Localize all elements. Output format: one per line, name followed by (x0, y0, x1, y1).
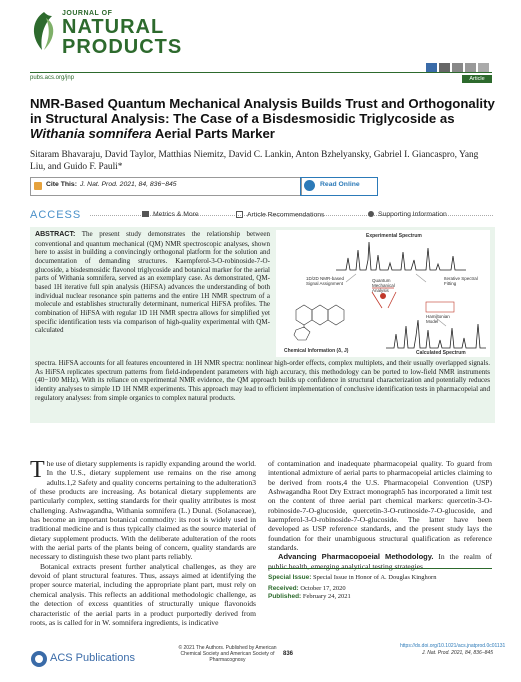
cite-text[interactable] (80, 181, 177, 188)
supporting-info-label: Supporting Information (378, 211, 447, 218)
received-row (268, 585, 492, 594)
body-right-paragraph-2-text: In the realm of public health, emerging analytical testing strategies (268, 552, 492, 571)
metrics-link[interactable] (142, 211, 199, 218)
toc-iterative-label: Iterative Spectral Fitting (444, 276, 478, 286)
cc-icon (439, 63, 450, 72)
toc-qm-label: Quantum Mechanical Analysis (372, 278, 395, 293)
header-rule (30, 72, 492, 73)
body-left-paragraph-2: Botanical extracts present further analytical challenges, as they are devoid of plant structural features. Thus, assays aimed at identifying the proper source material, including the appropriate plant part, must rely on chemical analysis. This reflects an additional methodologic challenge, as the detection of excess quantities of structurally unique flavonoids characteristic of the aerial parts in a product purportedly derived from roots, as is called for in W. somnifera ingredients, is indicative (30, 561, 256, 627)
acs-publications-logo-icon (30, 650, 48, 668)
author-list[interactable]: Sitaram Bhavaraju, David Taylor, Matthias Niemitz, David C. Lankin, Anton Bzhelyansky, Gabriel I. Giancaspro, Yang Liu, and Guido F. Pauli* (30, 150, 479, 172)
acs-authorchoice-icon (426, 63, 437, 72)
special-issue-key: Special Issue: (268, 574, 312, 581)
footer-copyright: © 2021 The Authors. Published by American Chemical Society and American Society of Pharmacognosy (178, 645, 277, 663)
body-column-right (268, 459, 492, 571)
access-label: ACCESS (30, 209, 82, 221)
section-heading-pharmacopoeial: Advancing Pharmacopoeial Methodology. (278, 552, 434, 562)
page-number: 836 (283, 651, 294, 657)
article-meta (268, 574, 492, 602)
toc-graphic (276, 230, 490, 357)
supporting-info-link[interactable] (368, 211, 447, 218)
abstract-label: ABSTRACT: (35, 231, 76, 238)
published-value: February 24, 2021 (302, 593, 351, 601)
published-key: Published: (268, 593, 302, 601)
body-column-left (30, 459, 256, 627)
footer-citation (400, 643, 506, 656)
doi-link[interactable]: https://dx.doi.org/10.1021/acs.jnatprod.0c01131 (400, 643, 506, 649)
toc-hamiltonian-label: Hamiltonian Model (426, 314, 450, 324)
abstract-left-text: The present study demonstrates the relationship between conventional and quantum mechanical (QM) NMR spectroscopic analyses, shown here to assist in building a convincingly orthogonal platform for the solution and documentation of demanding structures. Kaempferol-3-O-robinoside-7-O-glucoside, a bisdesmosidic flavonol triglycoside and botanical marker for the aerial parts of Withania somnifera, served as an exemplary case. As demonstrated, QM-based 1H iterative full spin analysis (HiFSA) advances the understanding of both individual nuclear resonance spin patterns and the entire 1H NMR spectrum of a molecule and establishes structurally determinant, numerical HiFSA profiles. The combination of HiFSA with regular 1D 1H NMR spectra allows for simplified yet specific identification tests via comparison of high-quality experimental with QM-calculated (35, 230, 270, 335)
journal-url-link[interactable]: pubs.acs.org/jnp (30, 75, 75, 81)
title-part: NMR-Based Quantum Mechanical Analysis Builds Trust and Orthogonality in Structural Analysis: The Case of a Bisdesmosidic Triglycoside as (30, 96, 495, 126)
title-part-end: Aerial Parts Marker (151, 126, 275, 141)
logo-line-natural: NATURAL (62, 16, 165, 38)
published-row (268, 593, 492, 602)
body-left-paragraph-1: he use of dietary supplements is rapidly expanding around the world. In the U.S., dietary supplement use remains on the rise among adults.1,2 Safety and quality concerns pertaining to the adulteration3 of these products are increasing. As botanical dietary supplements are particularly complex, setting standards for their quality attributes is most challenging. Ashwagandha, Withania somnifera (L.) Dunal. (Solanaceae), has become an important botanical commodity: its root is widely used in traditional medicine and is thus typically claimed as the source material of dietary supplement products. With the deliberate adulteration of the roots with the aerial parts of the plants being of concern, quality standards are necessary to distinguish these two plant parts reliably. (30, 459, 256, 562)
special-issue-row (268, 574, 492, 583)
journal-leaf-logo-icon (28, 10, 60, 54)
toc-spectra-svg (276, 230, 490, 357)
supporting-info-icon (368, 211, 374, 217)
qm-node-icon (380, 293, 386, 299)
cite-reference: J. Nat. Prod. 2021, 84, 836−845 (80, 181, 177, 188)
toc-experimental-label: Experimental Spectrum (366, 233, 422, 239)
recommendations-label: Article Recommendations (247, 211, 325, 219)
logo-small-text: JOURNAL OF (62, 10, 113, 17)
calculated-spectrum-trace (386, 320, 486, 348)
toc-calculated-label: Calculated Spectrum (416, 350, 466, 356)
article-type-badge: Article (462, 75, 492, 83)
acs-publications-text: ACS Publications (50, 652, 135, 664)
cite-label: Cite This: (46, 181, 77, 188)
read-online-icon (304, 180, 315, 191)
cite-icon (34, 182, 42, 190)
special-issue-value[interactable]: Special Issue in Honor of A. Douglas Kinghorn (312, 574, 437, 581)
recommendations-icon (236, 211, 243, 218)
dropcap-letter: T (30, 457, 45, 483)
metrics-label: Metrics & More (153, 211, 199, 218)
cc-nc-icon (465, 63, 476, 72)
article-title (30, 96, 495, 141)
molecule-structure (294, 305, 344, 340)
cc-nd-icon (478, 63, 489, 72)
footer-journal-ref: J. Nat. Prod. 2021, 84, 836−845 (421, 649, 493, 656)
body-right-paragraph-1: of contamination and inadequate pharmacopeial quality. To guard from intentional admixture of aerial parts to pharmacopeial articles claiming to be derived from roots,4 the U.S. Pharmacopeial Convention (USP) Ashwagandha Root Dry Extract monograph5 has incorporated a limit test on the content of three aerial part chemical markers: quercetin-3-O-robinoside-7-O-glucoside, quercetin-3-O-rutinoside-7-O-glucoside, and kaempferol-3-O-robinoside-7-O-glucoside. The latter have been developed as USP reference standards, and the present study lays the foundation for their unambiguous structural qualification as reference standards. (268, 459, 492, 553)
cc-by-icon (452, 63, 463, 72)
recommendations-link[interactable] (236, 211, 324, 218)
meta-divider (268, 568, 492, 569)
journal-logo (62, 10, 192, 57)
metrics-icon (142, 211, 149, 217)
received-key: Received: (268, 584, 299, 592)
received-value: October 17, 2020 (300, 584, 346, 592)
abstract-text-full: spectra. HiFSA accounts for all features encountered in 1H NMR spectra: nonlinear high-order effects, complex multiplets, and their usually overlapped signals. As HiFSA replicates spectrum patterns from field-independent parameters with high accuracy, this methodology can be ported to low-field NMR instruments (40−100 MHz). With its reliance on experimental NMR evidence, the QM approach builds up confidence in structural characterization and potentially reduces identity analyses to simple 1D 1H NMR experiments. This approach may lead to efficient implementation of conclusive identification tests in pharmacopeial and regulatory analyses: from simple organics to complex natural products. (35, 359, 490, 402)
read-online-label: Read Online (320, 181, 360, 188)
logo-line-products: PRODUCTS (62, 36, 183, 58)
toc-assignment-label: 1D/2D NMR-based Signal Assignment (306, 276, 345, 286)
hamiltonian-box (426, 302, 454, 312)
experimental-spectrum-trace (336, 242, 466, 270)
abstract-text-left (35, 230, 270, 335)
title-species: Withania somnifera (30, 126, 152, 141)
toc-chem-info-label: Chemical Information (δ, J) (284, 348, 349, 354)
